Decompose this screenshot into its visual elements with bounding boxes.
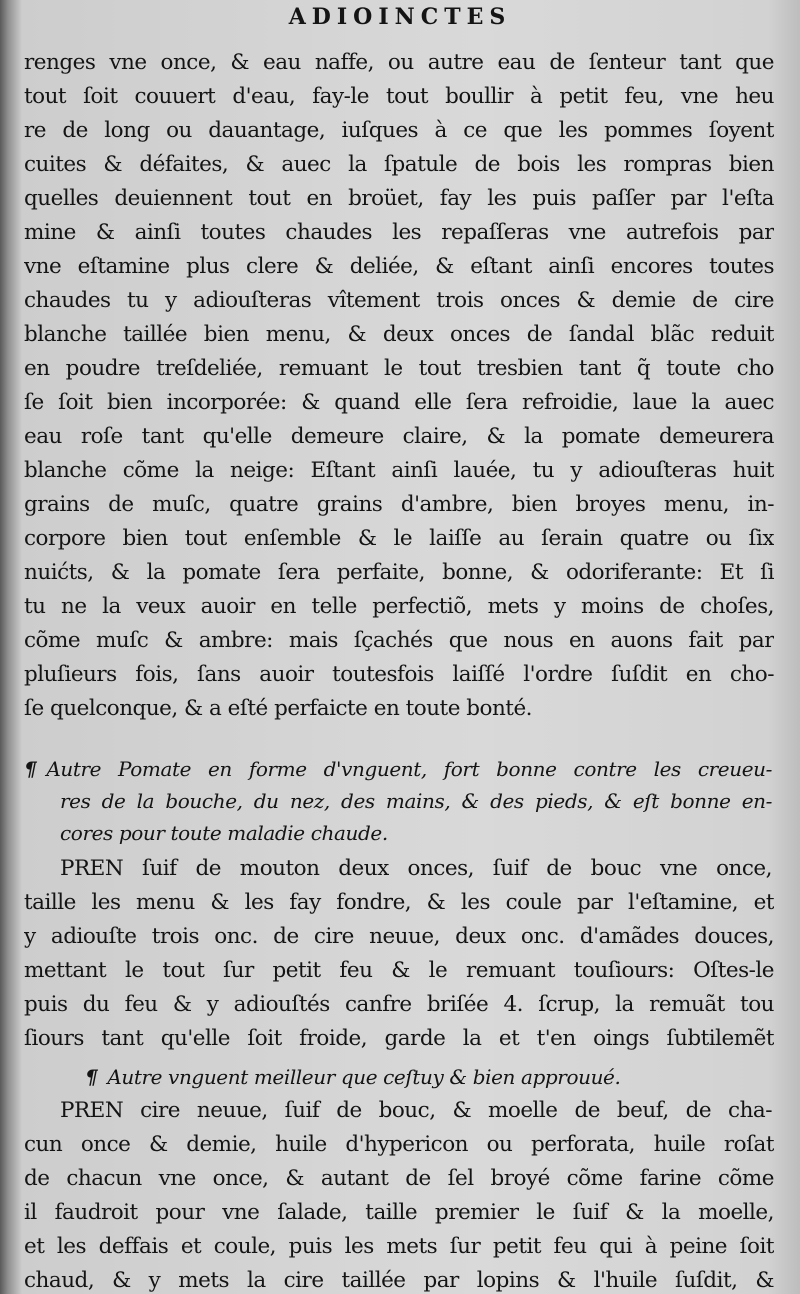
text-line: mettant le tout ſur petit feu & le remuant touſiours: Oſtes-le	[24, 958, 774, 983]
heading-line	[85, 1060, 772, 1094]
text-line: tout ſoit couuert d'eau, fay-le tout boullir à petit feu, vne heu	[24, 84, 774, 109]
text-line: puis du feu & y adiouſtés canfre briſée 4. ſcrup, la remuãt tou	[24, 992, 774, 1017]
text-line: mine & ainſi toutes chaudes les repaſſeras vne autrefois par	[24, 220, 774, 245]
text-line: taille les menu & les fay fondre, & les coule par l'eſtamine, et	[24, 890, 774, 915]
heading-text: Autre Pomate en forme d'vnguent, fort bonne contre les creueu-	[46, 757, 772, 781]
text-line: PREN ſuif de mouton deux onces, ſuif de bouc vne once,	[60, 856, 772, 881]
heading-line: res de la bouche, du nez, des mains, & des pieds, & eſt bonne en-	[60, 789, 772, 813]
text-line: renges vne once, & eau naffe, ou autre eau de ſenteur tant que	[24, 50, 774, 75]
text-line: cuites & défaites, & auec la ſpatule de bois les rompras bien	[24, 152, 774, 177]
text-line: en poudre treſdeliée, remuant le tout tresbien tant q̃ toute cho	[24, 356, 774, 381]
text-line: y adiouſte trois onc. de cire neuue, deux onc. d'amãdes douces,	[24, 924, 774, 949]
text-line: cun once & demie, huile d'hypericon ou perforata, huile roſat	[24, 1132, 774, 1157]
text-line: re de long ou dauantage, iuſques à ce que les pommes ſoyent	[24, 118, 774, 143]
text-line: blanche cõme la neige: Eſtant ainſi lauée, tu y adiouſteras huit	[24, 458, 774, 483]
text-line: ſe quelconque, & a eſté perfaicte en toute bonté.	[24, 696, 533, 721]
running-head: ADIOINCTES	[288, 4, 512, 30]
text-line: eau roſe tant qu'elle demeure claire, & la pomate demeurera	[24, 424, 774, 449]
heading-line: cores pour toute maladie chaude.	[60, 821, 388, 845]
text-line: pluſieurs fois, ſans auoir toutesfois laiſſé l'ordre ſuſdit en cho-	[24, 662, 774, 687]
text-line: et les deffais et coule, puis les mets ſur petit feu qui à peine ſoit	[24, 1234, 774, 1259]
text-line: il faudroit pour vne ſalade, taille premier le ſuif & la moelle,	[24, 1200, 774, 1225]
text-line: cõme muſc & ambre: mais ſçachés que nous en auons fait par	[24, 628, 774, 653]
text-line: nuićts, & la pomate ſera perfaite, bonne, & odoriferante: Et ſi	[24, 560, 774, 585]
pilcrow-mark: ¶	[24, 757, 37, 781]
text-line: de chacun vne once, & autant de ſel broyé cõme farine cõme	[24, 1166, 774, 1191]
text-line: corpore bien tout enſemble & le laiſſe au ſerain quatre ou ſix	[24, 526, 774, 551]
heading-text: Autre vnguent meilleur que ceſtuy & bien approuué.	[107, 1065, 621, 1089]
heading-line	[24, 752, 772, 786]
text-line: grains de muſc, quatre grains d'ambre, bien broyes menu, in-	[24, 492, 774, 517]
pilcrow-mark: ¶	[85, 1065, 98, 1089]
text-line: chaud, & y mets la cire taillée par lopins & l'huile ſuſdit, &	[24, 1268, 774, 1293]
text-line: tu ne la veux auoir en telle perfectiõ, mets y moins de choſes,	[24, 594, 774, 619]
text-line: chaudes tu y adiouſteras vîtement trois onces & demie de cire	[24, 288, 774, 313]
text-line: blanche taillée bien menu, & deux onces de ſandal blãc reduit	[24, 322, 774, 347]
text-line: quelles deuiennent tout en broüet, fay les puis paſſer par l'eſta	[24, 186, 774, 211]
text-line: ſe ſoit bien incorporée: & quand elle ſera refroidie, laue la auec	[24, 390, 774, 415]
text-line: PREN cire neuue, ſuif de bouc, & moelle de beuf, de cha-	[60, 1098, 772, 1123]
text-line: ſiours tant qu'elle ſoit froide, garde la et t'en oings ſubtilemẽt	[24, 1026, 774, 1051]
text-line: vne eſtamine plus clere & deliée, & eſtant ainſi encores toutes	[24, 254, 774, 279]
